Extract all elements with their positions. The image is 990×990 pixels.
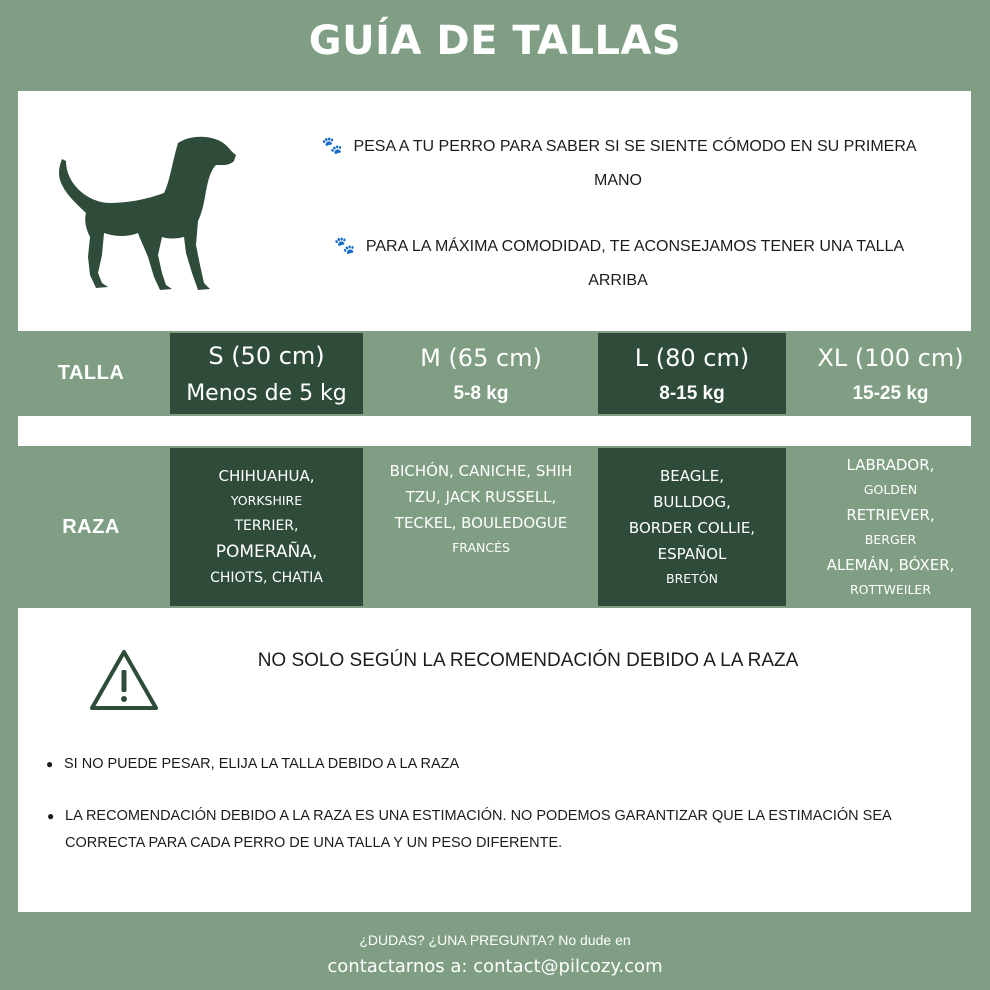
breed-line: RETRIEVER, [846,506,935,524]
breed-cell-l [598,448,786,606]
tip-2-text: PARA LA MÁXIMA COMODIDAD, TE ACONSEJAMOS TENER UNA TALLA ARRIBA [365,238,905,289]
breed-line: YORKSHIRE [230,493,303,508]
bullet-text: SI NO PUEDE PESAR, ELIJA LA TALLA DEBIDO A LA RAZA [64,756,460,772]
bullet-text: LA RECOMENDACIÓN DEBIDO A LA RAZA ES UNA ESTIMACIÓN. NO PODEMOS GARANTIZAR QUE LA ESTIMACIÓN SEA CORRECTA PARA CADA PERRO DE UNA TALLA Y UN PESO DIFERENTE. [65,808,891,851]
size-label-text: TALLA [57,362,125,384]
breed-line: BEAGLE, [660,467,724,485]
breed-line: BORDER COLLIE, [628,519,756,537]
size-name: S (50 cm) [208,342,325,370]
breed-line: ROTTWEILER [849,582,932,597]
size-cell-m [368,333,594,414]
size-cell-l [598,333,786,414]
footer-question: ¿DUDAS? ¿UNA PREGUNTA? No dude en [359,932,631,948]
tip-weigh-dog [308,129,928,198]
breed-line: POMERAÑA, [215,542,318,562]
breed-line: CHIHUAHUA, [218,467,315,485]
breed-cell-m [368,448,594,606]
breed-line: TECKEL, BOULEDOGUE [394,514,568,532]
breed-line: BULLDOG, [653,493,731,511]
list-item [46,751,944,778]
breed-line: TERRIER, [234,518,299,534]
breed-line: BRETÓN [666,571,718,586]
size-name: XL (100 cm) [817,343,964,372]
paw-icon: 🐾 [321,136,344,155]
breed-line: LABRADOR, [846,456,935,474]
size-weight: 15-25 kg [852,382,929,404]
breed-line: CHIOTS, CHATIA [210,570,323,586]
warning-icon [88,648,160,712]
paw-icon: 🐾 [334,236,356,255]
bullet-dot: ● [47,809,55,823]
bullet-dot: ● [46,757,54,771]
warning-title: NO SOLO SEGÚN LA RECOMENDACIÓN DEBIDO A LA RAZA [257,650,799,671]
breed-line: TZU, JACK RUSSELL, [405,488,557,506]
breed-line: BERGER [864,532,917,547]
breed-row-label [18,448,164,606]
list-item [47,803,945,857]
dog-icon [58,133,243,298]
intro-panel [18,91,971,331]
breed-line: GOLDEN [863,482,918,497]
warning-panel [18,608,971,912]
table-divider [18,416,971,446]
size-name: M (65 cm) [420,343,542,372]
breed-cell-xl [791,448,990,606]
footer-contact: contactarnos a: contact@pilcozy.com [327,956,663,977]
page-title: GUÍA DE TALLAS [308,18,682,64]
breed-line: ALEMÁN, BÓXER, [826,556,955,574]
breed-label-text: RAZA [62,515,120,538]
breed-cell-s [170,448,363,606]
size-row-label [18,333,164,414]
size-weight: 8-15 kg [659,382,725,404]
size-cell-xl [791,333,990,414]
breed-line: ESPAÑOL [657,545,727,563]
size-weight: Menos de 5 kg [186,381,347,406]
size-weight: 5-8 kg [453,382,509,404]
tip-size-up [308,229,928,298]
breed-line: FRANCÉS [452,540,510,555]
breed-line: BICHÓN, CANICHE, SHIH [389,462,573,480]
size-name: L (80 cm) [634,343,750,372]
size-cell-s [170,333,363,414]
tip-1-text: PESA A TU PERRO PARA SABER SI SE SIENTE CÓMODO EN SU PRIMERA MANO [353,138,917,189]
